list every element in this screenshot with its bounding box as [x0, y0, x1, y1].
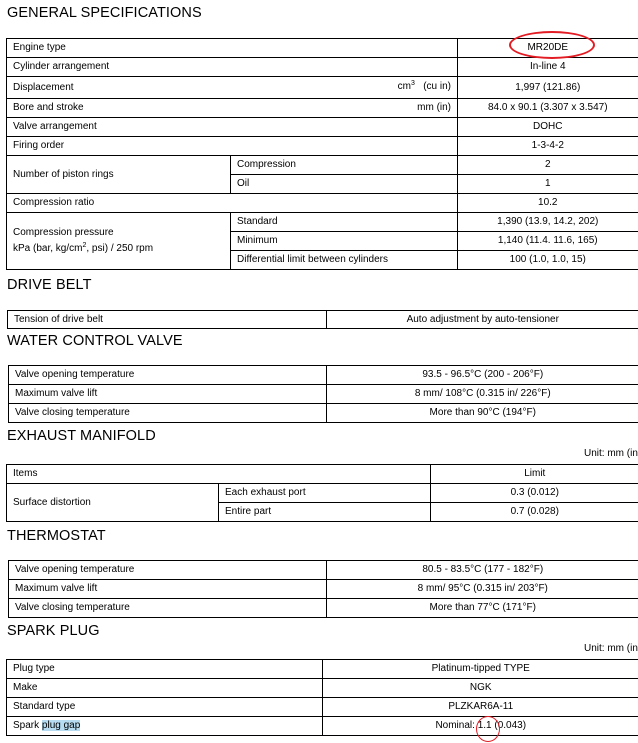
drive-belt-value: Auto adjustment by auto-tensioner	[327, 311, 638, 329]
drive-belt-table	[7, 310, 638, 329]
water-control-valve-table	[8, 365, 638, 423]
standard-type-label: Standard type	[7, 698, 323, 717]
water-valve-opening-value: 93.5 - 96.5°C (200 - 206°F)	[327, 366, 638, 385]
table-row	[9, 580, 638, 599]
piston-rings-compression-value: 2	[458, 156, 638, 175]
compression-pressure-label: Compression pressure kPa (bar, $kg/cm^2$, psi) / 250 rpm	[7, 213, 231, 270]
entire-part-value: 0.7 (0.028)	[431, 503, 638, 522]
general-specifications-table	[6, 38, 638, 270]
table-row	[9, 561, 638, 580]
pressure-minimum-value: 1,140 (11.4. 11.6, 165)	[458, 232, 638, 251]
table-row	[7, 717, 638, 736]
piston-rings-oil-label: Oil	[231, 175, 458, 194]
table-row	[7, 137, 638, 156]
valve-arrangement-value: DOHC	[458, 118, 638, 137]
exhaust-limit-header: Limit	[431, 465, 638, 484]
displacement-value: 1,997 (121.86)	[458, 77, 638, 99]
thermostat-table	[8, 560, 638, 618]
water-valve-lift-label: Maximum valve lift	[9, 385, 327, 404]
table-row	[7, 465, 638, 484]
firing-order-label: Firing order	[7, 137, 458, 156]
bore-stroke-value: 84.0 x 90.1 (3.307 x 3.547)	[458, 99, 638, 118]
bore-stroke-label: Bore and stroke	[13, 102, 84, 113]
pressure-differential-value: 100 (1.0, 1.0, 15)	[458, 251, 638, 270]
thermostat-lift-label: Maximum valve lift	[9, 580, 327, 599]
exhaust-unit-label: Unit: mm (in	[584, 448, 638, 459]
table-row	[7, 156, 638, 175]
thermostat-closing-value: More than 77°C (171°F)	[327, 599, 638, 618]
table-row	[8, 311, 638, 329]
spark-unit-label: Unit: mm (in	[584, 643, 638, 654]
valve-arrangement-label: Valve arrangement	[7, 118, 458, 137]
displacement-unit: $cm^3$ (cu in)	[397, 80, 452, 92]
engine-type-label: Engine type	[7, 39, 458, 58]
table-row	[7, 77, 638, 99]
thermostat-opening-label: Valve opening temperature	[9, 561, 327, 580]
water-valve-opening-label: Valve opening temperature	[9, 366, 327, 385]
thermostat-closing-label: Valve closing temperature	[9, 599, 327, 618]
piston-rings-label: Number of piston rings	[7, 156, 231, 194]
spark-plug-gap-value: Nominal: 1.1 (0.043)	[323, 717, 638, 736]
table-row	[7, 213, 638, 232]
compression-ratio-value: 10.2	[458, 194, 638, 213]
water-valve-lift-value: 8 mm/ 108°C (0.315 in/ 226°F)	[327, 385, 638, 404]
table-row	[7, 660, 638, 679]
make-label: Make	[7, 679, 323, 698]
pressure-standard-label: Standard	[231, 213, 458, 232]
table-row	[7, 484, 638, 503]
exhaust-manifold-heading: EXHAUST MANIFOLD	[7, 428, 156, 444]
table-row	[7, 39, 638, 58]
general-specifications-heading: GENERAL SPECIFICATIONS	[7, 5, 202, 21]
drive-belt-heading: DRIVE BELT	[7, 277, 92, 293]
water-control-valve-heading: WATER CONTROL VALVE	[7, 333, 183, 349]
circled-gap-value: 1.1	[477, 720, 492, 731]
table-row	[9, 599, 638, 618]
cylinder-arrangement-value: In-line 4	[458, 58, 638, 77]
water-valve-closing-label: Valve closing temperature	[9, 404, 327, 423]
thermostat-lift-value: 8 mm/ 95°C (0.315 in/ 203°F)	[327, 580, 638, 599]
surface-distortion-label: Surface distortion	[7, 484, 219, 522]
each-exhaust-port-value: 0.3 (0.012)	[431, 484, 638, 503]
each-exhaust-port-label: Each exhaust port	[219, 484, 431, 503]
exhaust-items-header: Items	[7, 465, 431, 484]
cylinder-arrangement-label: Cylinder arrangement	[7, 58, 458, 77]
spark-plug-gap-label: Spark plug gap	[7, 717, 323, 736]
entire-part-label: Entire part	[219, 503, 431, 522]
plug-type-label: Plug type	[7, 660, 323, 679]
displacement-cell	[7, 77, 458, 99]
table-row	[9, 366, 638, 385]
pressure-standard-value: 1,390 (13.9, 14.2, 202)	[458, 213, 638, 232]
table-row	[9, 404, 638, 423]
table-row	[7, 58, 638, 77]
spark-plug-heading: SPARK PLUG	[7, 623, 100, 639]
water-valve-closing-value: More than 90°C (194°F)	[327, 404, 638, 423]
spark-plug-table	[6, 659, 638, 736]
standard-type-value: PLZKAR6A-11	[323, 698, 638, 717]
exhaust-manifold-table	[6, 464, 638, 522]
table-row	[7, 698, 638, 717]
pressure-minimum-label: Minimum	[231, 232, 458, 251]
piston-rings-oil-value: 1	[458, 175, 638, 194]
table-row	[7, 99, 638, 118]
bore-stroke-cell	[7, 99, 458, 118]
selected-text-highlight[interactable]: plug gap	[41, 720, 81, 731]
displacement-label: Displacement	[13, 81, 74, 93]
table-row	[7, 118, 638, 137]
piston-rings-compression-label: Compression	[231, 156, 458, 175]
thermostat-opening-value: 80.5 - 83.5°C (177 - 182°F)	[327, 561, 638, 580]
bore-stroke-unit: mm (in)	[417, 102, 452, 113]
compression-ratio-label: Compression ratio	[7, 194, 458, 213]
pressure-differential-label: Differential limit between cylinders	[231, 251, 458, 270]
plug-type-value: Platinum-tipped TYPE	[323, 660, 638, 679]
table-row	[7, 194, 638, 213]
engine-type-value: MR20DE	[458, 39, 638, 58]
table-row	[7, 679, 638, 698]
firing-order-value: 1-3-4-2	[458, 137, 638, 156]
make-value: NGK	[323, 679, 638, 698]
drive-belt-label: Tension of drive belt	[8, 311, 327, 329]
table-row	[9, 385, 638, 404]
thermostat-heading: THERMOSTAT	[7, 528, 106, 544]
